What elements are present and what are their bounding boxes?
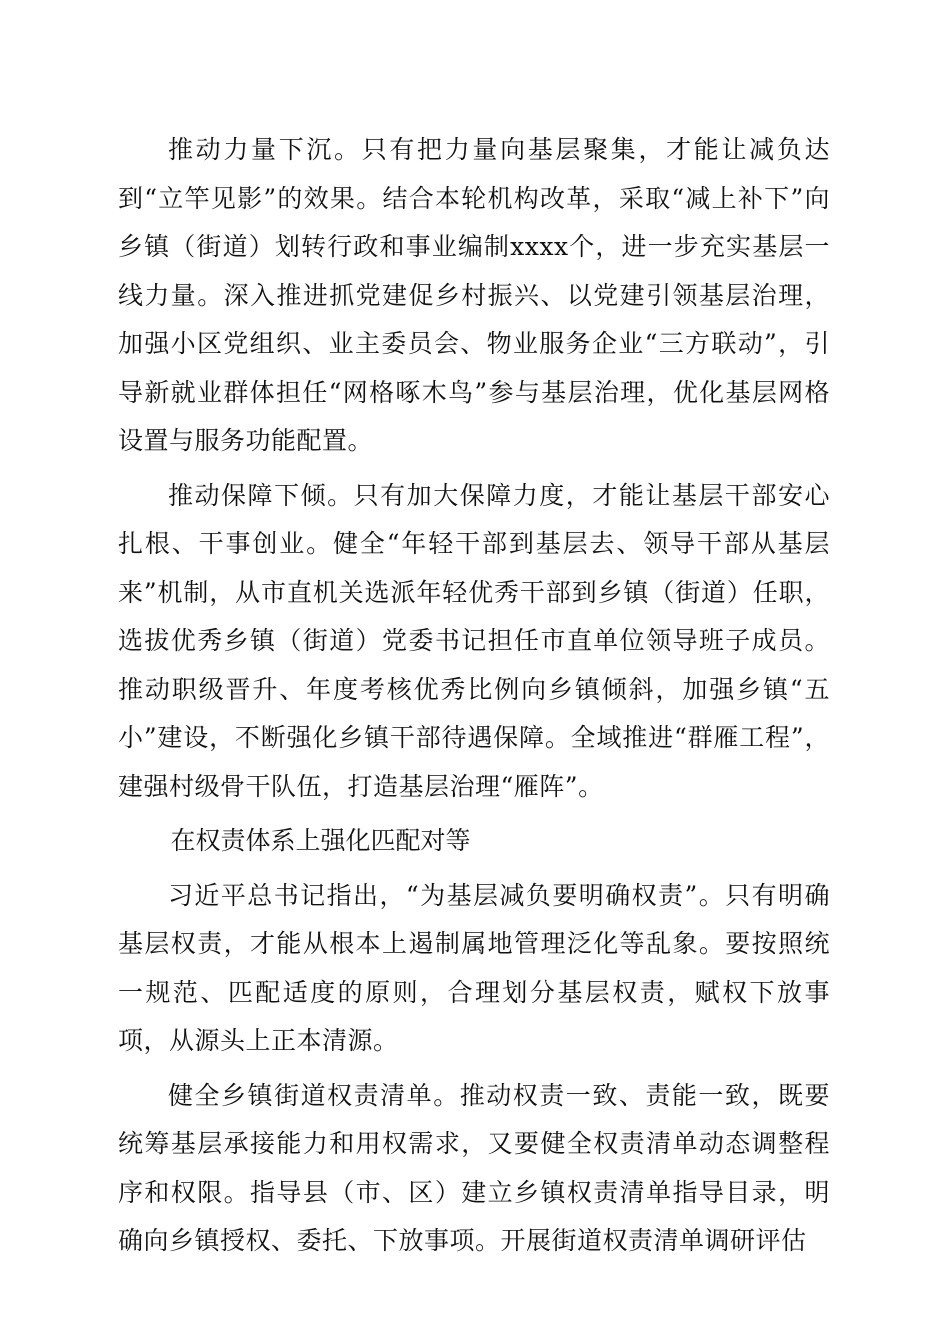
section-heading: 在权责体系上强化匹配对等 [170, 826, 471, 855]
paragraph-support-tilt: 推动保障下倾。只有加大保障力度，才能让基层干部安心扎根、干事创业。健全“年轻干部到基层去、领导干部从基层来”机制，从市直机关选派年轻优秀干部到乡镇（街道）任职，选拔优秀乡镇（街道）党委书记担任市直单位领导班子成员。推动职级晋升、年度考核优秀比例向乡镇倾斜，加强乡镇“五小”建设，不断强化乡镇干部待遇保障。全域推进“群雁工程”，建强村级骨干队伍，打造基层治理“雁阵”。 [118, 480, 830, 801]
paragraph-force-sinking: 推动力量下沉。只有把力量向基层聚集，才能让减负达到“立竿见影”的效果。结合本轮机构改革，采取“减上补下”向乡镇（街道）划转行政和事业编制xxxx个，进一步充实基层一线力量。深入推进抓党建促乡村振兴、以党建引领基层治理，加强小区党组织、业主委员会、物业服务企业“三方联动”，引导新就业群体担任“网格啄木鸟”参与基层治理，优化基层网格设置与服务功能配置。 [118, 135, 830, 455]
document-page [118, 126, 830, 1272]
paragraph-rights-list: 健全乡镇街道权责清单。推动权责一致、责能一致，既要统筹基层承接能力和用权需求，又要健全权责清单动态调整程序和权限。指导县（市、区）建立乡镇权责清单指导目录，明确向乡镇授权、委托、下放事项。开展街道权责清单调研评估 [118, 1080, 830, 1255]
paragraph-quote: 习近平总书记指出，“为基层减负要明确权责”。只有明确基层权责，才能从根本上遏制属地管理泛化等乱象。要按照统一规范、匹配适度的原则，合理划分基层权责，赋权下放事项，从源头上正本清源。 [118, 880, 830, 1055]
